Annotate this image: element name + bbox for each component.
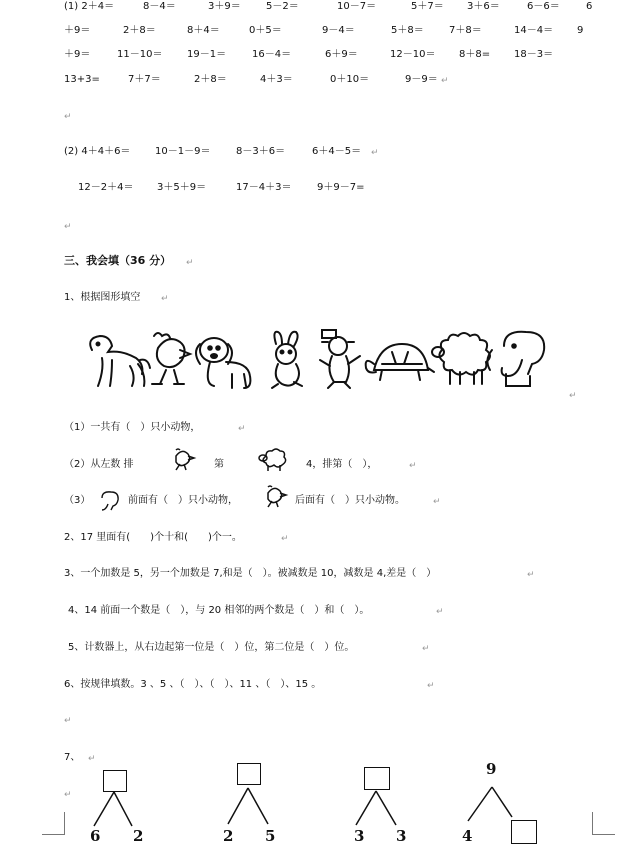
paragraph-mark: ↵ bbox=[281, 534, 289, 544]
equation: 10－7＝ bbox=[337, 1, 377, 12]
tree-top-number: 9 bbox=[486, 760, 497, 778]
turtle-icon bbox=[366, 344, 434, 380]
tree-left-number: 6 bbox=[90, 827, 101, 845]
horse-icon bbox=[90, 336, 150, 386]
paragraph-mark: ↵ bbox=[371, 148, 379, 158]
question-2: 2、17 里面有( )个十和( )个一。 bbox=[64, 532, 242, 543]
equation: 3＋6＝ bbox=[467, 1, 500, 12]
equation: ＋9＝ bbox=[64, 25, 91, 36]
equation: 8－3＋6＝ bbox=[236, 146, 286, 157]
equation: 10－1－9＝ bbox=[155, 146, 211, 157]
question-6: 6、按规律填数。3 、5 、（ ）、（ ）、11 、（ ）、15 。 bbox=[64, 679, 322, 690]
equation: 3＋9＝ bbox=[208, 1, 241, 12]
paragraph-mark: ↵ bbox=[433, 497, 441, 507]
equation: 9 bbox=[577, 25, 584, 36]
equation: 5＋8＝ bbox=[391, 25, 424, 36]
equation: 5＋7＝ bbox=[411, 1, 444, 12]
paragraph-mark: ↵ bbox=[427, 681, 435, 691]
equation: 9－4＝ bbox=[322, 25, 355, 36]
equation: 17－4＋3＝ bbox=[236, 182, 292, 193]
equation: 2＋8＝ bbox=[123, 25, 156, 36]
question-3: 3、一个加数是 5，另一个加数是 7,和是（ ）。被减数是 10，减数是 4,差是（ ） bbox=[64, 568, 437, 579]
equation: 6－6＝ bbox=[527, 1, 560, 12]
paragraph-mark: ↵ bbox=[569, 391, 577, 401]
question-1-part-1: （1）一共有（ ）只小动物， bbox=[64, 422, 201, 433]
equation: 9－9＝ bbox=[405, 74, 438, 85]
section-title: 三、我会填（36 分） bbox=[64, 254, 172, 267]
question-1-part-2: （2）从左数 排 bbox=[64, 459, 134, 470]
question-1-part-3-mid: 前面有（ ）只小动物， bbox=[128, 495, 238, 506]
question-1-part-3-end: 后面有（ ）只小动物。 bbox=[295, 495, 405, 506]
monkey-icon bbox=[320, 330, 360, 388]
elephant-icon bbox=[487, 332, 544, 386]
answer-box[interactable] bbox=[364, 767, 390, 790]
equation: 7＋7＝ bbox=[128, 74, 161, 85]
equation: (2) 4＋4＋6＝ bbox=[64, 146, 131, 157]
equation: 13+3= bbox=[64, 74, 100, 85]
paragraph-mark: ↵ bbox=[64, 112, 72, 122]
equation: 4＋3＝ bbox=[260, 74, 293, 85]
rooster-icon bbox=[152, 333, 190, 384]
paragraph-mark: ↵ bbox=[238, 424, 246, 434]
equation: 12－2＋4＝ bbox=[78, 182, 134, 193]
equation: 8＋4＝ bbox=[187, 25, 220, 36]
paragraph-mark: ↵ bbox=[64, 790, 72, 800]
tree-left-number: 4 bbox=[462, 827, 473, 845]
equation: 0＋10＝ bbox=[330, 74, 370, 85]
sheep-icon bbox=[258, 448, 288, 472]
paragraph-mark: ↵ bbox=[527, 570, 535, 580]
paragraph-mark: ↵ bbox=[441, 76, 449, 86]
dog-icon bbox=[196, 338, 250, 388]
paragraph-mark: ↵ bbox=[64, 222, 72, 232]
equation: 14－4＝ bbox=[514, 25, 554, 36]
answer-box[interactable] bbox=[103, 770, 127, 792]
equation: 12－10＝ bbox=[390, 49, 436, 60]
question-1-part-2-word: 第 bbox=[214, 459, 224, 470]
equation: 3＋5＋9＝ bbox=[157, 182, 207, 193]
crop-mark-left bbox=[42, 812, 65, 835]
paragraph-mark: ↵ bbox=[88, 754, 96, 764]
equation: 18－3＝ bbox=[514, 49, 554, 60]
equation: 8－4＝ bbox=[143, 1, 176, 12]
equation: 19－1＝ bbox=[187, 49, 227, 60]
equation: (1) 2＋4＝ bbox=[64, 1, 115, 12]
animals-illustration bbox=[82, 330, 542, 394]
rooster-icon bbox=[262, 483, 288, 509]
tree-right-number: 2 bbox=[133, 827, 144, 845]
equation: 11－10＝ bbox=[117, 49, 163, 60]
paragraph-mark: ↵ bbox=[161, 294, 169, 304]
elephant-icon bbox=[98, 490, 122, 510]
answer-box[interactable] bbox=[237, 763, 261, 785]
paragraph-mark: ↵ bbox=[422, 644, 430, 654]
equation: 8＋8= bbox=[459, 49, 491, 60]
rabbit-icon bbox=[272, 332, 302, 388]
crop-mark-right bbox=[592, 812, 615, 835]
equation: 5－2＝ bbox=[266, 1, 299, 12]
equation: 0＋5＝ bbox=[249, 25, 282, 36]
equation: 6＋9＝ bbox=[325, 49, 358, 60]
equation: 9＋9－7= bbox=[317, 182, 365, 193]
question-7-label: 7、 bbox=[64, 752, 81, 763]
equation: ＋9＝ bbox=[64, 49, 91, 60]
equation: 6＋4－5＝ bbox=[312, 146, 362, 157]
paragraph-mark: ↵ bbox=[409, 461, 417, 471]
paragraph-mark: ↵ bbox=[436, 607, 444, 617]
equation: 16－4＝ bbox=[252, 49, 292, 60]
equation: 2＋8＝ bbox=[194, 74, 227, 85]
question-1-part-2-tail: 4，排第（ ）， bbox=[306, 459, 378, 470]
paragraph-mark: ↵ bbox=[186, 258, 194, 268]
tree-right-number: 3 bbox=[396, 827, 407, 845]
question-5: 5、计数器上，从右边起第一位是（ ）位，第二位是（ ）位。 bbox=[68, 642, 355, 653]
tree-left-number: 3 bbox=[354, 827, 365, 845]
rooster-icon bbox=[170, 448, 196, 472]
equation: 6 bbox=[586, 1, 593, 12]
paragraph-mark: ↵ bbox=[64, 716, 72, 726]
equation: 7＋8＝ bbox=[449, 25, 482, 36]
question-1-part-3: （3） bbox=[64, 495, 91, 506]
tree-right-number: 5 bbox=[265, 827, 276, 845]
question-1-title: 1、根据图形填空 bbox=[64, 292, 141, 303]
sheep-icon bbox=[432, 333, 490, 384]
question-4: 4、14 前面一个数是（ ），与 20 相邻的两个数是（ ）和（ ）。 bbox=[68, 605, 370, 616]
tree-left-number: 2 bbox=[223, 827, 234, 845]
answer-box[interactable] bbox=[511, 820, 537, 844]
